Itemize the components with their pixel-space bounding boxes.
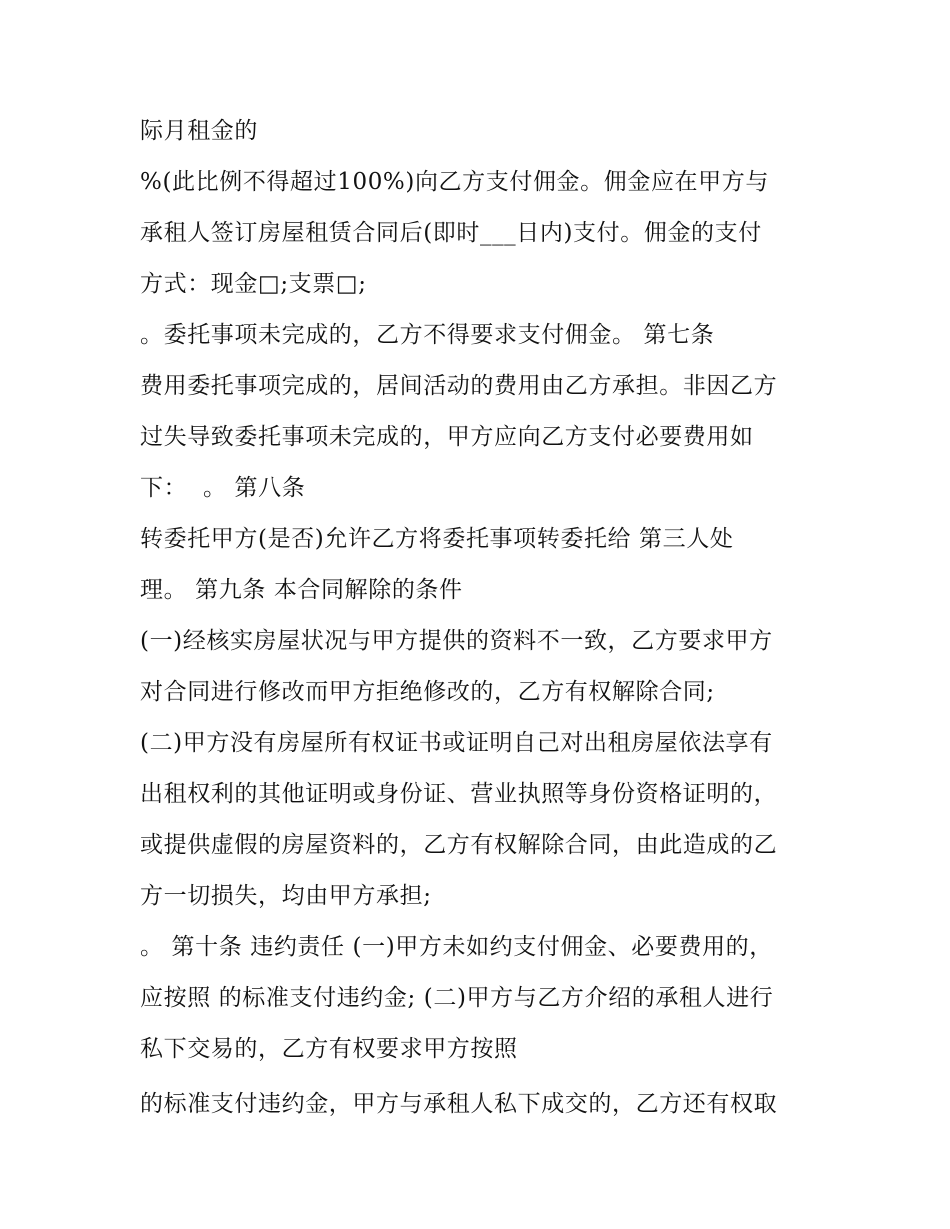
text-line: 承租人签订房屋租赁合同后(即时___日内)支付。佣金的支付	[140, 220, 762, 246]
text-line: 际月租金的	[140, 118, 258, 144]
text-line: 理。 第九条 本合同解除的条件	[140, 577, 463, 603]
text-line: 转委托甲方(是否)允许乙方将委托事项转委托给 第三人处	[140, 526, 734, 552]
text-line: 方式：现金□;支票□;	[140, 271, 367, 297]
text-line: 方一切损失，均由甲方承担;	[140, 883, 432, 909]
text-line: 过失导致委托事项未完成的，甲方应向乙方支付必要费用如	[140, 424, 754, 450]
text-line: (二)甲方没有房屋所有权证书或证明自己对出租房屋依法享有	[140, 730, 773, 756]
text-line: 。委托事项未完成的，乙方不得要求支付佣金。 第七条	[140, 322, 715, 348]
text-line: 对合同进行修改而甲方拒绝修改的，乙方有权解除合同;	[140, 679, 715, 705]
text-line: 下： 。 第八条	[140, 475, 306, 501]
text-line: 出租权利的其他证明或身份证、营业执照等身份资格证明的，	[140, 781, 778, 807]
text-line: %(此比例不得超过100%)向乙方支付佣金。佣金应在甲方与	[140, 169, 769, 195]
text-line: (一)经核实房屋状况与甲方提供的资料不一致，乙方要求甲方	[140, 628, 773, 654]
text-line: 的标准支付违约金，甲方与承租人私下成交的，乙方还有权取	[140, 1091, 778, 1117]
text-line: 应按照 的标准支付违约金; (二)甲方与乙方介绍的承租人进行	[140, 985, 774, 1011]
text-line: 私下交易的，乙方有权要求甲方按照	[140, 1036, 518, 1062]
text-line: 或提供虚假的房屋资料的，乙方有权解除合同，由此造成的乙	[140, 832, 778, 858]
text-line: 。 第十条 违约责任 (一)甲方未如约支付佣金、必要费用的，	[140, 934, 773, 960]
text-line: 费用委托事项完成的，居间活动的费用由乙方承担。非因乙方	[140, 373, 778, 399]
